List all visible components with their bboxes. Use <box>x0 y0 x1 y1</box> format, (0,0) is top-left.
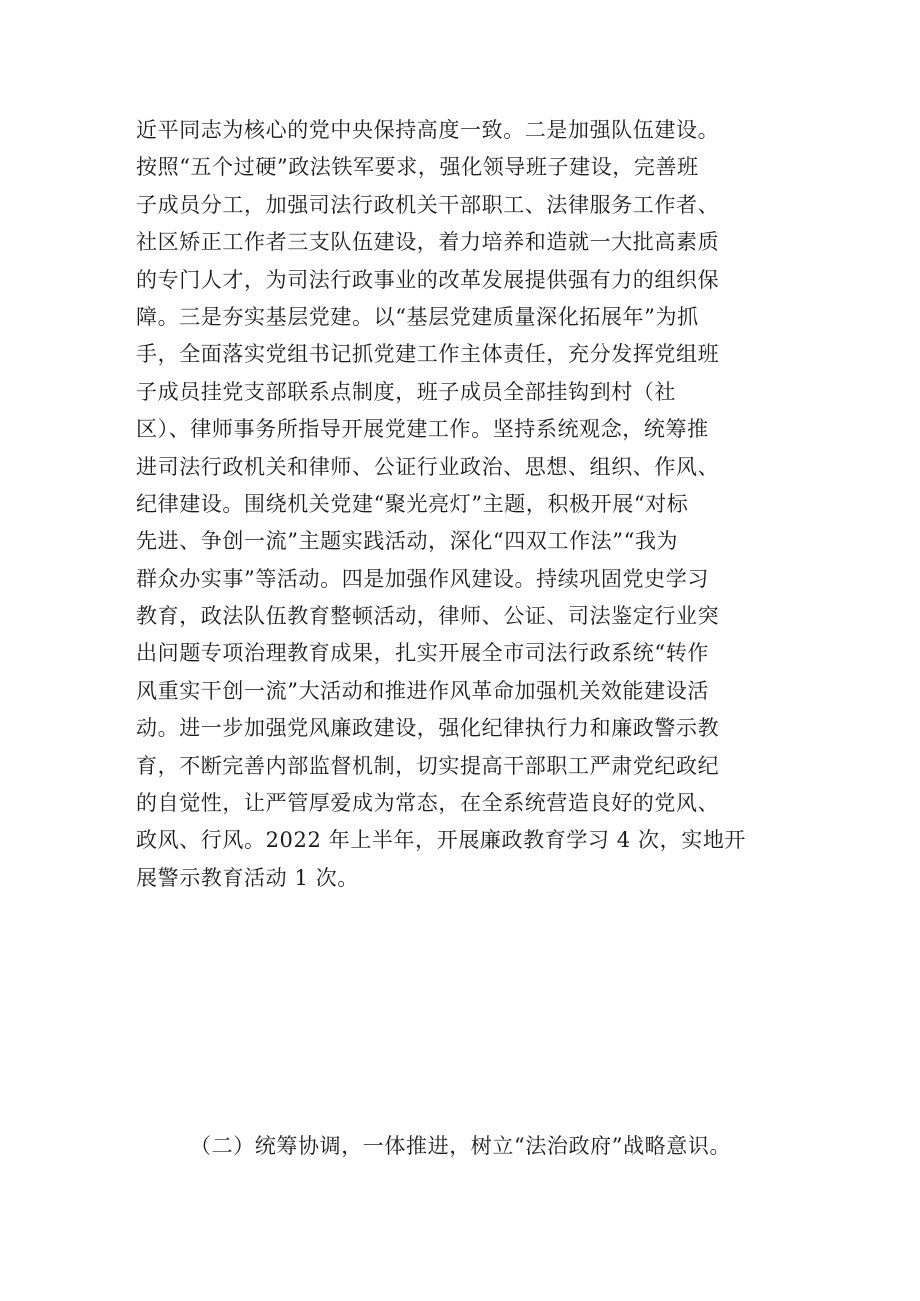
paragraph-line: 政风、行风。2022 年上半年，开展廉政教育学习 4 次，实地开 <box>136 828 747 853</box>
section-heading: （二）统筹协调，一体推进，树立“法治政府”战略意识。 <box>190 1134 732 1158</box>
paragraph-line: 动。进一步加强党风廉政建设，强化纪律执行力和廉政警示教 <box>136 716 720 741</box>
paragraph-line: 手，全面落实党组书记抓党建工作主体责任，充分发挥党组班 <box>136 342 720 367</box>
paragraph-line: 障。三是夯实基层党建。以“基层党建质量深化拓展年”为抓 <box>136 304 699 329</box>
body-paragraph <box>136 112 796 897</box>
paragraph-line: 近平同志为核心的党中央保持高度一致。二是加强队伍建设。 <box>136 118 720 142</box>
paragraph-line: 的专门人才，为司法行政事业的改革发展提供强有力的组织保 <box>136 267 720 292</box>
paragraph-line: 进司法行政机关和律师、公证行业政治、思想、组织、作风、 <box>136 454 720 479</box>
paragraph-line: 先进、争创一流”主题实践活动，深化“四双工作法”“我为 <box>136 529 679 554</box>
paragraph-line: 子成员分工，加强司法行政机关干部职工、法律服务工作者、 <box>136 192 720 217</box>
paragraph-line: 教育，政法队伍教育整顿活动，律师、公证、司法鉴定行业突 <box>136 604 720 629</box>
paragraph-line: 子成员挂党支部联系点制度，班子成员全部挂钩到村（社 <box>136 379 676 404</box>
paragraph-line: 区）、律师事务所指导开展党建工作。坚持系统观念，统筹推 <box>136 417 709 442</box>
paragraph-line: 的自觉性，让严管厚爱成为常态，在全系统营造良好的党风、 <box>136 791 720 816</box>
paragraph-line: 群众办实事”等活动。四是加强作风建设。持续巩固党史学习 <box>136 566 709 591</box>
paragraph-line: 社区矫正工作者三支队伍建设，着力培养和造就一大批高素质 <box>136 230 720 255</box>
paragraph-line: 风重实干创一流”大活动和推进作风革命加强机关效能建设活 <box>136 678 709 703</box>
paragraph-line: 纪律建设。围绕机关党建“聚光亮灯”主题，积极开展“对标 <box>136 491 689 516</box>
paragraph-line: 按照“五个过硬”政法铁军要求，强化领导班子建设，完善班 <box>136 155 699 180</box>
paragraph-line: 育，不断完善内部监督机制，切实提高干部职工严肃党纪政纪 <box>136 753 720 778</box>
paragraph-line: 出问题专项治理教育成果，扎实开展全市司法行政系统“转作 <box>136 641 709 666</box>
paragraph-line: 展警示教育活动 1 次。 <box>136 865 359 890</box>
